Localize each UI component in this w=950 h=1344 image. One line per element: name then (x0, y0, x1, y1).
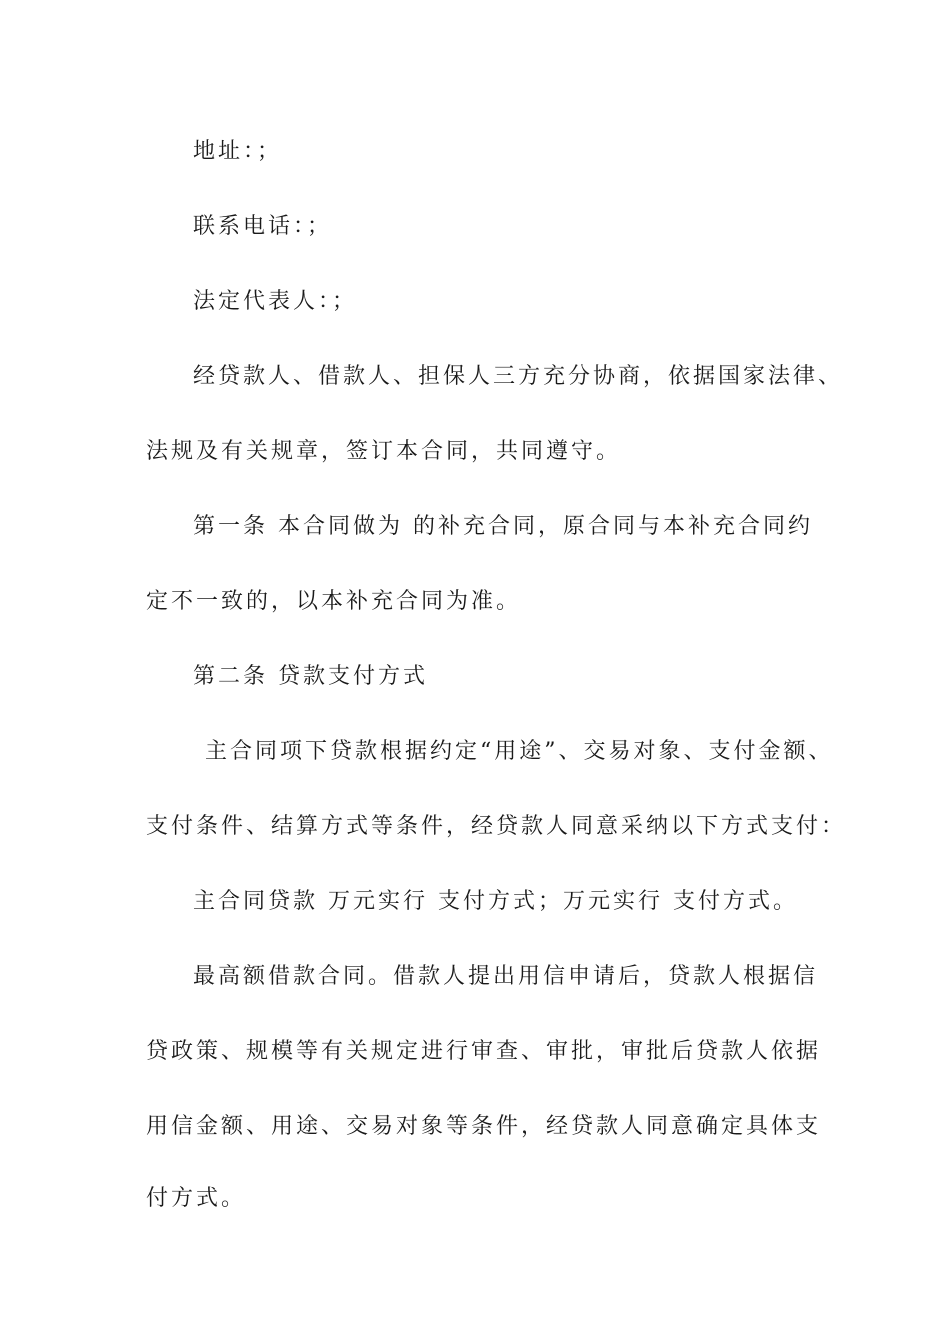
article-one-line-2: 定不一致的，以本补充合同为准。 (146, 589, 522, 614)
legal-representative-line: 法定代表人：； (193, 289, 358, 314)
max-credit-paragraph-line-4: 付方式。 (146, 1186, 247, 1211)
paragraph-intro-line-1: 经贷款人、借款人、担保人三方充分协商，依据国家法律、 (193, 364, 844, 389)
payment-paragraph-line-1: 主合同项下贷款根据约定“用途”、交易对象、支付金额、 (205, 739, 834, 764)
article-two-heading: 第二条 贷款支付方式 (193, 664, 428, 689)
max-credit-paragraph-line-3: 用信金额、用途、交易对象等条件，经贷款人同意确定具体支 (146, 1114, 822, 1139)
paragraph-intro-line-2: 法规及有关规章，签订本合同，共同遵守。 (146, 439, 622, 464)
phone-line: 联系电话：； (193, 214, 333, 239)
payment-paragraph-line-2: 支付条件、结算方式等条件，经贷款人同意采纳以下方式支付： (146, 814, 847, 839)
max-credit-paragraph-line-1: 最高额借款合同。借款人提出用信申请后，贷款人根据信 (193, 964, 819, 989)
main-contract-loan-line: 主合同贷款 万元实行 支付方式；万元实行 支付方式。 (193, 889, 798, 914)
max-credit-paragraph-line-2: 贷政策、规模等有关规定进行审查、审批，审批后贷款人依据 (146, 1039, 822, 1064)
article-one-line-1: 第一条 本合同做为 的补充合同，原合同与本补充合同约 (193, 514, 813, 539)
address-line: 地址：； (193, 139, 283, 164)
